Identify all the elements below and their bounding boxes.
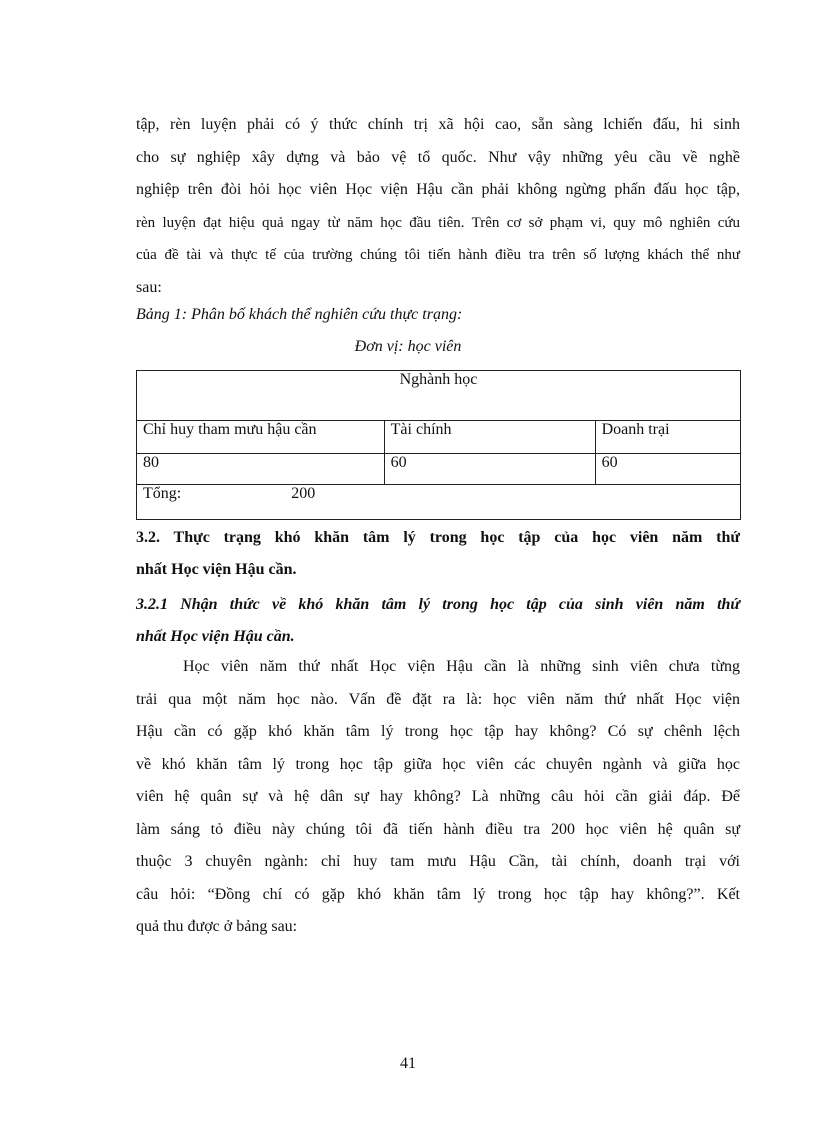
- table-total-row: [137, 485, 741, 520]
- table-column-header: Tài chính: [384, 421, 595, 454]
- table-header: Nghành học: [137, 371, 741, 421]
- paragraph-intro: [136, 109, 740, 304]
- table-column-header: Chỉ huy tham mưu hậu cần: [137, 421, 385, 454]
- table-cell: 60: [595, 454, 740, 485]
- table-cell: 60: [384, 454, 595, 485]
- text-line: sau:: [136, 278, 162, 296]
- heading-line: nhất Học viện Hậu cần.: [136, 628, 295, 645]
- text-line: Học viên năm thứ nhất Học viện Hậu cần là những sinh viên chưa từng: [183, 658, 740, 675]
- heading-line: nhất Học viện Hậu cần.: [136, 561, 297, 578]
- text-line: cho sự nghiệp xây dựng và bảo vệ tổ quốc. Như vậy những yêu cầu về nghề: [136, 148, 740, 166]
- text-line: của đề tài và thực tế của trường chúng tôi tiến hành điều tra trên số lượng khách thể như: [136, 247, 740, 263]
- heading-line: 3.2.1 Nhận thức về khó khăn tâm lý trong học tập của sinh viên năm thứ: [136, 596, 740, 613]
- paragraph-body: [136, 651, 740, 944]
- table-unit: Đơn vị: học viên: [354, 338, 462, 355]
- text-line: viên hệ quân sự và hệ dân sự hay không? Là những câu hỏi cần giải đáp. Để: [136, 788, 740, 805]
- section-heading: [136, 522, 740, 586]
- table-column-header: Doanh trại: [595, 421, 740, 454]
- text-line: thuộc 3 chuyên ngành: chỉ huy tam mưu Hậu Cần, tài chính, doanh trại với: [136, 853, 740, 870]
- table-caption: Bảng 1: Phân bố khách thể nghiên cứu thực trạng:: [136, 306, 463, 323]
- heading-line: 3.2. Thực trạng khó khăn tâm lý trong học tập của học viên năm thứ: [136, 529, 740, 546]
- text-line: tập, rèn luyện phải có ý thức chính trị xã hội cao, sẵn sàng lchiến đấu, hi sinh: [136, 116, 740, 133]
- total-value: 200: [291, 485, 316, 502]
- total-label: Tổng:: [143, 485, 182, 502]
- distribution-table: [136, 370, 741, 520]
- text-line: Hậu cần có gặp khó khăn tâm lý trong học tập hay không? Có sự chênh lệch: [136, 723, 740, 740]
- text-line: trải qua một năm học nào. Vấn đề đặt ra là: học viên năm thứ nhất Học viện: [136, 690, 740, 708]
- text-line: nghiệp trên đòi hỏi học viên Học viện Hậu cần phải không ngừng phấn đấu học tập,: [136, 181, 740, 198]
- text-line: rèn luyện đạt hiệu quả ngay từ năm học đầu tiên. Trên cơ sở phạm vi, quy mô nghiên cứu: [136, 214, 740, 231]
- text-line: quả thu được ở bảng sau:: [136, 918, 298, 935]
- table-cell: 80: [137, 454, 385, 485]
- text-line: làm sáng tỏ điều này chúng tôi đã tiến hành điều tra 200 học viên hệ quân sự: [136, 820, 740, 838]
- text-line: về khó khăn tâm lý trong học tập giữa học viên các chuyên ngành và giữa học: [136, 755, 740, 773]
- text-line: câu hỏi: “Đồng chí có gặp khó khăn tâm lý trong học tập hay không?”. Kết: [136, 885, 740, 903]
- page-number: 41: [400, 1055, 416, 1072]
- subsection-heading: [136, 589, 740, 653]
